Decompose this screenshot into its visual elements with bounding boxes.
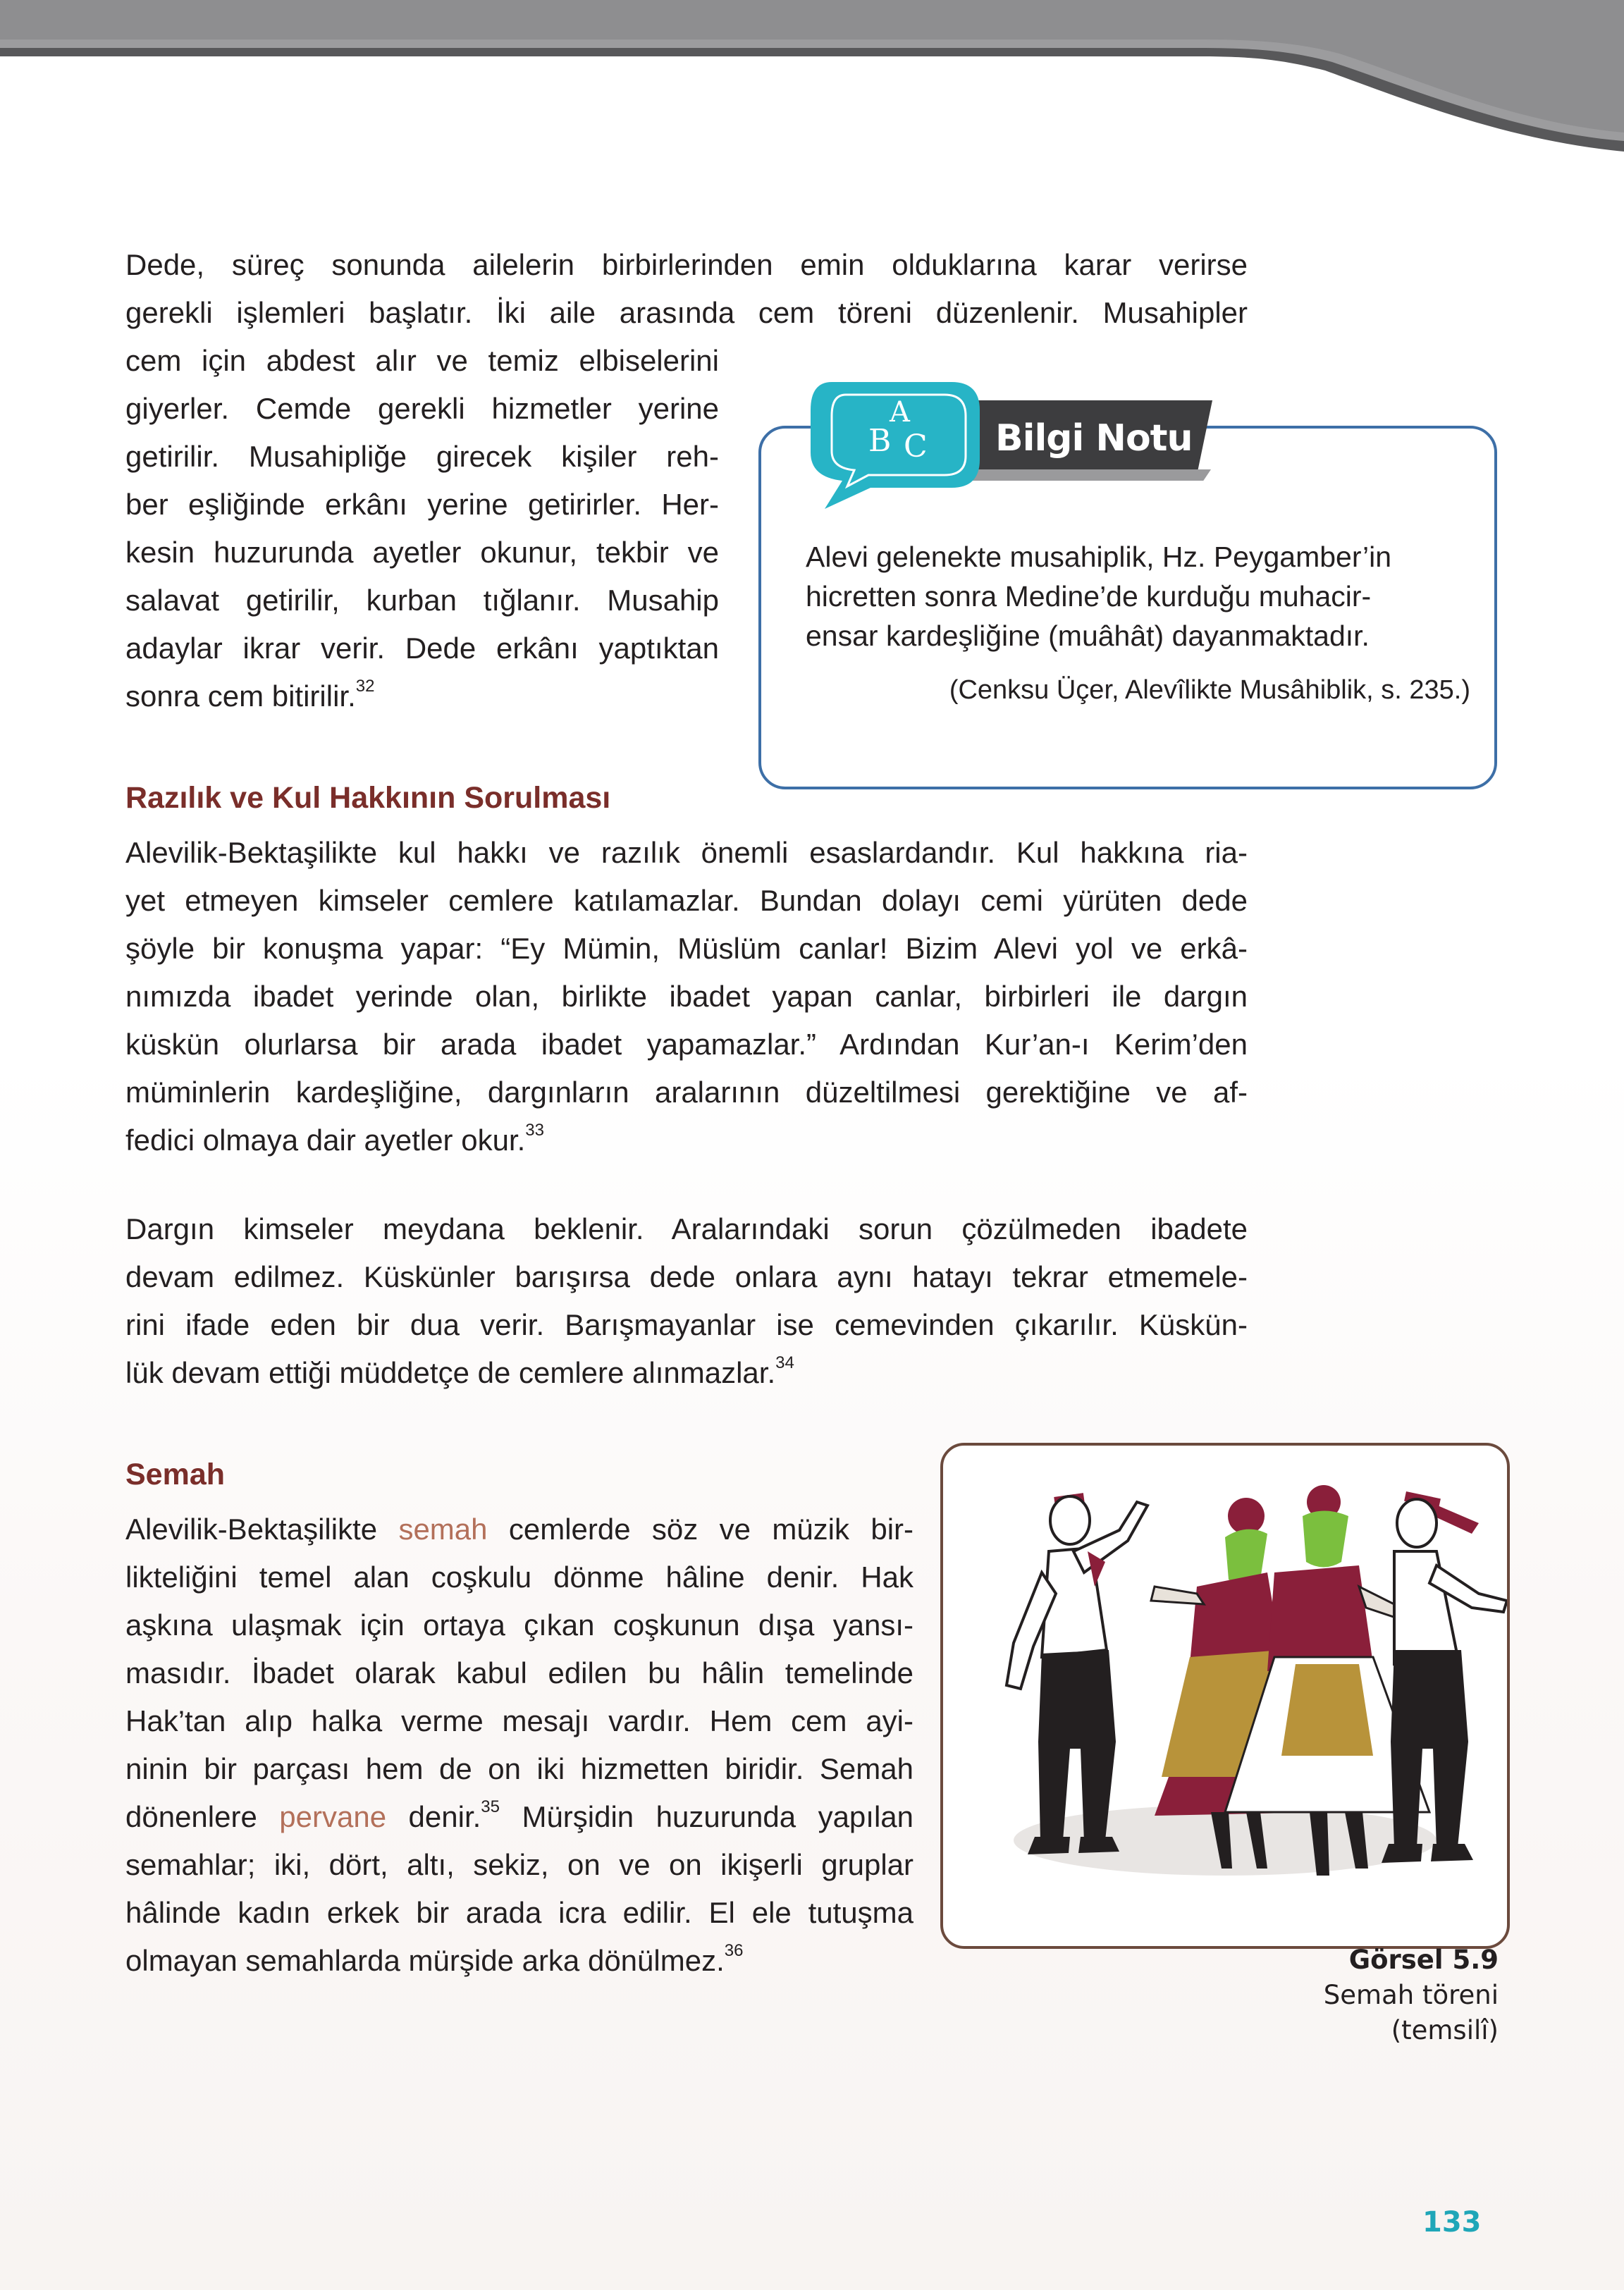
dancer-left-man xyxy=(1007,1493,1148,1854)
semah-text: dönenlere xyxy=(125,1800,257,1833)
section-heading-razilik: Razılık ve Kul Hakkının Sorulması xyxy=(125,781,611,815)
info-note-line: Alevi gelenekte musahiplik, Hz. Peygamber’in xyxy=(806,541,1392,573)
razilik-line xyxy=(125,1116,1248,1164)
info-note-source: (Cenksu Üçer, Alevîlikte Musâhiblik, s. 235.) xyxy=(949,675,1470,705)
abc-letter-c: C xyxy=(904,429,928,464)
intro-line: kesin huzurunda ayetler okunur, tekbir ve xyxy=(125,536,719,569)
semah-text: denir. xyxy=(408,1800,481,1833)
info-note-label: Bilgi Notu xyxy=(995,417,1193,460)
intro-paragraph xyxy=(125,241,1248,337)
intro-line: salavat getirilir, kurban tığlanır. Musahip xyxy=(125,584,719,617)
razilik-line: nımızda ibadet yerinde olan, birlikte ibadet yapan canlar, birbirleri ile dargın xyxy=(125,980,1248,1013)
razilik-line: Dargın kimseler meydana beklenir. Aralarındaki sorun çözülmeden ibadete xyxy=(125,1212,1248,1245)
intro-line: gerekli işlemleri başlatır. İki aile arasında cem töreni düzenlenir. Musahipler xyxy=(125,296,1248,329)
semah-line: Hak’tan alıp halka verme mesajı vardır. Hem cem ayi- xyxy=(125,1704,914,1737)
info-note-line: ensar kardeşliğine (muâhât) dayanmaktadır. xyxy=(806,620,1370,652)
semah-line: semahlar; iki, dört, altı, sekiz, on ve on ikişerli gruplar xyxy=(125,1848,914,1881)
intro-last-text: sonra cem bitirilir. xyxy=(125,679,356,713)
abc-letter-a: A xyxy=(890,396,910,429)
razilik-paragraph-2 xyxy=(125,1205,1248,1397)
intro-line: giyerler. Cemde gerekli hizmetler yerine xyxy=(125,392,719,425)
semah-dancers-illustration xyxy=(943,1446,1507,1946)
intro-line: getirilir. Musahipliğe girecek kişiler reh- xyxy=(125,440,719,473)
razilik-line: yet etmeyen kimseler cemlere katılamazlar. Bundan dolayı cemi yürüten dede xyxy=(125,884,1248,917)
semah-paragraph xyxy=(125,1506,914,1985)
footnote-ref: 33 xyxy=(525,1121,544,1140)
semah-text: Alevilik-Bektaşilikte xyxy=(125,1513,378,1546)
razilik-line: müminlerin kardeşliğine, dargınların aralarının düzeltilmesi gerektiğine ve af- xyxy=(125,1076,1248,1109)
footnote-ref: 35 xyxy=(481,1797,500,1816)
page-number: 133 xyxy=(1422,2206,1482,2239)
figure-caption-line: (temsilî) xyxy=(1391,2015,1499,2045)
figure-title: Görsel 5.9 xyxy=(1348,1945,1499,1975)
razilik-line: şöyle bir konuşma yapar: “Ey Mümin, Müslüm canlar! Bizim Alevi yol ve erkâ- xyxy=(125,932,1248,965)
semah-line: hâlinde kadın erkek bir arada icra edilir. El ele tutuşma xyxy=(125,1896,914,1929)
intro-line: cem için abdest alır ve temiz elbiselerini xyxy=(125,344,719,377)
intro-line xyxy=(125,672,719,720)
semah-line: ninin bir parçası hem de on iki hizmetten biridir. Semah xyxy=(125,1752,914,1785)
semah-line xyxy=(125,1793,914,1841)
semah-line xyxy=(125,1937,914,1985)
razilik-line: Alevilik-Bektaşilikte kul hakkı ve razılık önemli esaslardandır. Kul hakkına ria- xyxy=(125,836,1248,869)
razilik-line: rini ifade eden bir dua verir. Barışmayanlar ise cemevinden çıkarılır. Küskün- xyxy=(125,1308,1248,1341)
semah-line: masıdır. İbadet olarak kabul edilen bu hâlin temelinde xyxy=(125,1656,914,1689)
razilik-last-text: fedici olmaya dair ayetler okur. xyxy=(125,1124,526,1157)
footnote-ref: 32 xyxy=(355,677,375,696)
semah-last-text: olmayan semahlarda mürşide arka dönülmez. xyxy=(125,1944,725,1977)
intro-line: Dede, süreç sonunda ailelerin birbirlerinden emin olduklarına karar verirse xyxy=(125,248,1248,281)
keyword-semah: semah xyxy=(398,1513,488,1546)
figure-semah-frame xyxy=(940,1443,1510,1949)
razilik-line: devam edilmez. Küskünler barışırsa dede onlara aynı hatayı tekrar etmemele- xyxy=(125,1260,1248,1293)
intro-line: ber eşliğinde erkânı yerine getirirler. Her- xyxy=(125,488,719,521)
footnote-ref: 36 xyxy=(724,1941,744,1960)
figure-caption xyxy=(1324,1943,1499,2048)
semah-text: cemlerde söz ve müzik bir- xyxy=(508,1513,914,1546)
razilik-last-text: lük devam ettiği müddetçe de cemlere alınmazlar. xyxy=(125,1356,776,1389)
abc-letter-b: B xyxy=(868,423,892,459)
intro-paragraph-narrow xyxy=(125,337,719,720)
abc-speech-bubble-icon xyxy=(804,375,987,516)
semah-line xyxy=(125,1506,914,1553)
footnote-ref: 34 xyxy=(775,1353,794,1372)
info-note-line: hicretten sonra Medine’de kurduğu muhacir- xyxy=(806,580,1372,612)
razilik-line: küskün olurlarsa bir arada ibadet yapamazlar.” Ardından Kur’an-ı Kerim’den xyxy=(125,1028,1248,1061)
header-band xyxy=(0,0,1624,152)
info-note-label-shadow xyxy=(959,469,1211,481)
intro-line: adaylar ikrar verir. Dede erkânı yaptıktan xyxy=(125,632,719,665)
semah-text: Mürşidin huzurunda yapılan xyxy=(500,1800,914,1833)
semah-line: likteliğini temel alan coşkulu dönme hâline denir. Hak xyxy=(125,1560,914,1594)
figure-caption-line: Semah töreni xyxy=(1323,1980,1499,2010)
keyword-pervane: pervane xyxy=(279,1800,387,1833)
section-heading-semah: Semah xyxy=(125,1458,226,1491)
dancer-right-man xyxy=(1382,1491,1507,1863)
semah-line: aşkına ulaşmak için ortaya çıkan coşkunun dışa yansı- xyxy=(125,1608,914,1642)
info-note-text xyxy=(806,537,1475,655)
razilik-line xyxy=(125,1349,1248,1397)
razilik-paragraph-1 xyxy=(125,829,1248,1164)
